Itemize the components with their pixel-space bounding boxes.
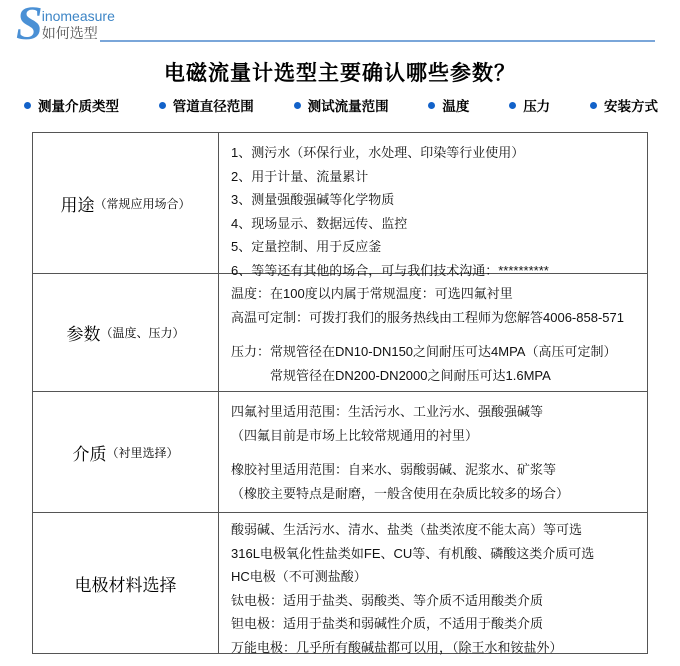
row-label: 参数: [66, 325, 101, 344]
bullet-label: 安装方式: [603, 99, 658, 114]
content-line: 常规管径在DN200-DN2000之间耐压可达1.6MPA: [270, 367, 551, 383]
row-content-cell: [218, 392, 647, 512]
logo-brand-text: inomeasure: [41, 8, 115, 24]
content-line: 1、测污水（环保行业，水处理、印染等行业使用）: [231, 145, 525, 160]
row-label-cell: [33, 392, 218, 512]
bullet-label: 管道直径范围: [172, 99, 254, 114]
row-content-cell: [218, 133, 647, 278]
row-label-cell: [33, 274, 218, 391]
table-row-parameters: [33, 273, 647, 391]
row-label-sub: （衬里选择）: [106, 445, 179, 460]
bullet-dot-icon: [509, 102, 516, 109]
row-label-sub: （温度、压力）: [100, 326, 185, 340]
bullet-item-medium-type: [24, 95, 119, 115]
row-label-cell: [33, 513, 218, 653]
content-line: 万能电极：几乎所有酸碱盐都可以用，（除王水和铵盐外）: [231, 639, 563, 655]
bullet-item-pressure: [509, 95, 550, 115]
bullet-dot-icon: [428, 102, 435, 109]
content-line: 温度：在100度以内属于常规温度：可选四氟衬里: [231, 286, 513, 301]
bullet-label: 测试流量范围: [307, 99, 389, 114]
bullet-label: 测量介质类型: [38, 99, 119, 114]
row-label-cell: [33, 133, 218, 273]
table-row-electrode: [33, 512, 647, 653]
parameter-bullet-row: [24, 95, 658, 115]
content-line: 4、现场显示、数据远传、监控: [231, 215, 408, 231]
content-line: （橡胶主要特点是耐磨，一般含使用在杂质比较多的场合）: [231, 485, 570, 501]
content-line: 5、定量控制、用于反应釜: [231, 239, 382, 254]
row-label: 介质: [72, 444, 107, 464]
bullet-label: 压力: [523, 99, 551, 114]
selection-table: [32, 132, 648, 654]
content-line: 压力：常规管径在DN10-DN150之间耐压可达4MPA（高压可定制）: [231, 344, 617, 359]
content-line: 高温可定制：可拨打我们的服务热线由工程师为您解答4006-858-571: [231, 309, 624, 325]
bullet-item-pipe-diameter: [159, 95, 254, 115]
content-line: 6、等等还有其他的场合，可与我们技术沟通：**********: [231, 262, 549, 278]
logo-s-icon: S: [16, 0, 41, 50]
bullet-dot-icon: [24, 102, 31, 109]
bullet-dot-icon: [159, 102, 166, 109]
content-line: 2、用于计量、流量累计: [231, 168, 369, 184]
content-line: 四氟衬里适用范围：生活污水、工业污水、强酸强碱等: [231, 404, 544, 419]
content-line: HC电极（不可测盐酸）: [231, 569, 367, 584]
row-label: 电极材料选择: [74, 575, 177, 595]
bullet-item-temperature: [428, 95, 469, 115]
header-divider: [100, 40, 655, 42]
bullet-dot-icon: [294, 102, 301, 109]
sinomeasure-logo: [16, 0, 115, 50]
bullet-item-flow-range: [294, 95, 389, 115]
logo-subtitle-text: 如何选型: [41, 25, 98, 41]
row-label-sub: （常规应用场合）: [94, 196, 191, 211]
content-line: 3、测量强酸强碱等化学物质: [231, 192, 395, 207]
table-row-medium: [33, 391, 647, 512]
content-line: 酸弱碱、生活污水、清水、盐类（盐类浓度不能太高）等可选: [231, 522, 583, 537]
row-content-cell: [218, 274, 647, 391]
row-label: 用途: [60, 195, 95, 215]
page-title: 电磁流量计选型主要确认哪些参数？: [164, 62, 516, 85]
content-line: 钛电极：适用于盐类、弱酸类、等介质不适用酸类介质: [231, 592, 544, 608]
content-line: （四氟目前是市场上比较常规通用的衬里）: [231, 427, 479, 443]
bullet-label: 温度: [442, 99, 470, 114]
content-line: 316L电极氧化性盐类如FE、CU等、有机酸、磷酸这类介质可选: [231, 545, 595, 561]
row-content-cell: [218, 513, 647, 653]
table-row-usage: [33, 133, 647, 278]
bullet-item-installation: [590, 95, 658, 115]
content-line: 钽电极：适用于盐类和弱碱性介质，不适用于酸类介质: [231, 616, 544, 631]
content-line: 橡胶衬里适用范围：自来水、弱酸弱碱、泥浆水、矿浆等: [231, 462, 557, 477]
bullet-dot-icon: [590, 102, 597, 109]
